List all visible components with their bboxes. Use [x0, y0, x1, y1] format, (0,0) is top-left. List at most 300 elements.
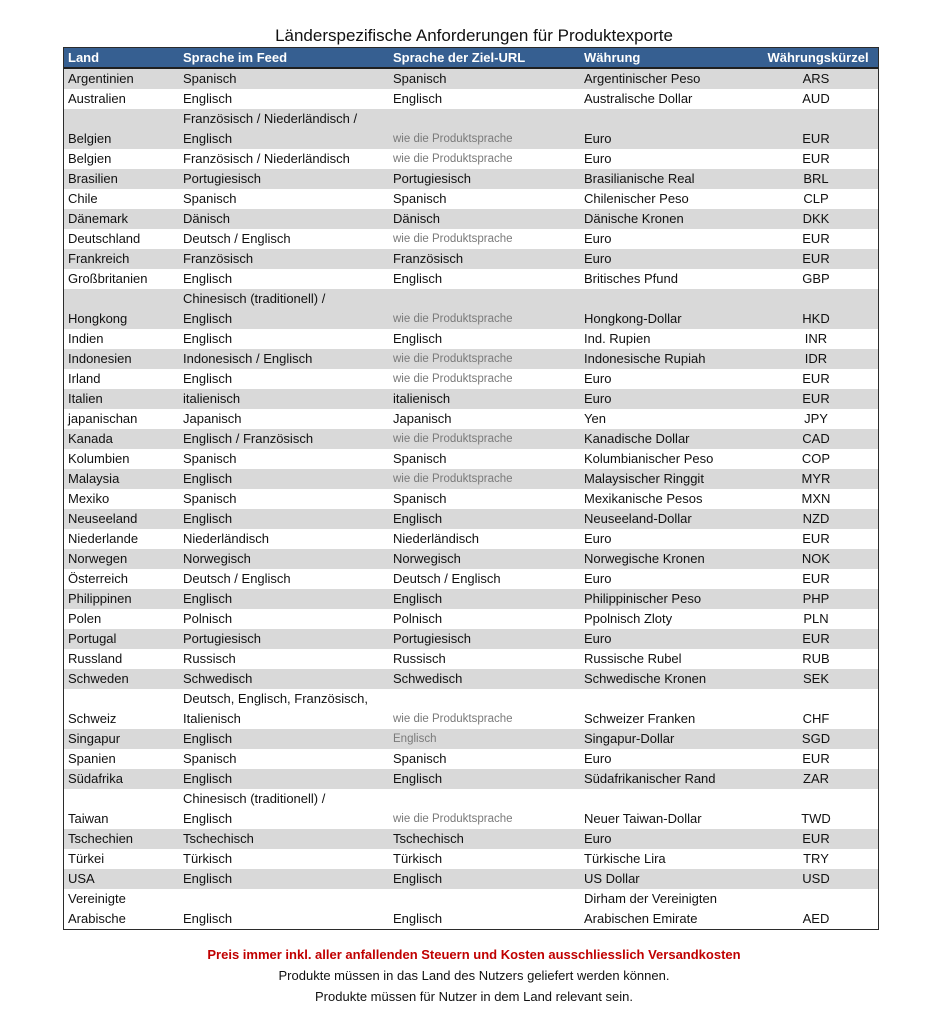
cell-waehrungskuerzel: NZD	[802, 511, 830, 526]
table-header	[64, 48, 878, 68]
cell-waehrung	[580, 789, 754, 829]
table-row	[64, 689, 878, 729]
cell-sprache-feed-line: Spanisch	[183, 191, 237, 206]
table-row	[64, 769, 878, 789]
cell-waehrungskuerzel: EUR	[802, 751, 830, 766]
cell-waehrung-line: Euro	[584, 751, 612, 766]
cell-land-line: Indien	[68, 331, 104, 346]
cell-sprache-ziel-url: wie die Produktsprache	[393, 233, 513, 245]
table-row	[64, 409, 878, 429]
cell-waehrung-line: US Dollar	[584, 871, 640, 886]
cell-sprache-feed	[179, 689, 389, 729]
cell-waehrung	[580, 729, 754, 749]
cell-land-line: Portugal	[68, 631, 117, 646]
cell-sprache-feed-line: Portugiesisch	[183, 171, 262, 186]
cell-sprache-feed-line: Deutsch / Englisch	[183, 571, 291, 586]
cell-sprache-feed	[179, 849, 389, 869]
cell-sprache-feed	[179, 769, 389, 789]
cell-waehrung	[580, 849, 754, 869]
cell-waehrung-line: Indonesische Rupiah	[584, 351, 706, 366]
cell-sprache-feed	[179, 609, 389, 629]
table-row	[64, 849, 878, 869]
table-row	[64, 109, 878, 149]
table-row	[64, 669, 878, 689]
cell-waehrung	[580, 889, 754, 929]
cell-waehrung-line: Norwegische Kronen	[584, 551, 705, 566]
cell-waehrungskuerzel: EUR	[802, 371, 830, 386]
cell-land-line: Niederlande	[68, 531, 139, 546]
cell-sprache-feed-line: Englisch	[183, 511, 233, 526]
cell-land	[64, 609, 179, 629]
cell-land	[64, 669, 179, 689]
cell-sprache-feed	[179, 449, 389, 469]
cell-waehrung	[580, 569, 754, 589]
cell-sprache-feed-line: Schwedisch	[183, 671, 253, 686]
cell-land	[64, 189, 179, 209]
cell-waehrung	[580, 329, 754, 349]
cell-waehrung-line: Kolumbianischer Peso	[584, 451, 714, 466]
cell-land-line: Philippinen	[68, 591, 132, 606]
cell-waehrung-line: Ppolnisch Zloty	[584, 611, 673, 626]
cell-sprache-feed-line: Spanisch	[183, 491, 237, 506]
cell-sprache-feed	[179, 549, 389, 569]
cell-sprache-ziel-url: wie die Produktsprache	[393, 813, 513, 825]
footnotes	[0, 944, 948, 1007]
table-row	[64, 729, 878, 749]
cell-land-line: Polen	[68, 611, 102, 626]
export-requirements-table	[64, 48, 878, 929]
cell-sprache-feed	[179, 189, 389, 209]
table-row	[64, 369, 878, 389]
cell-sprache-feed	[179, 68, 389, 89]
table-row	[64, 269, 878, 289]
cell-land	[64, 169, 179, 189]
cell-waehrung	[580, 149, 754, 169]
cell-sprache-ziel-url: Spanisch	[393, 71, 447, 86]
cell-land	[64, 409, 179, 429]
cell-land-line	[68, 289, 179, 309]
cell-waehrung	[580, 609, 754, 629]
table-row	[64, 89, 878, 109]
cell-sprache-feed-line: Chinesisch (traditionell) /	[183, 291, 326, 306]
cell-land	[64, 849, 179, 869]
table-row	[64, 249, 878, 269]
cell-land-line: Kanada	[68, 431, 113, 446]
cell-land	[64, 569, 179, 589]
cell-waehrung-line: Philippinischer Peso	[584, 591, 702, 606]
table-row	[64, 389, 878, 409]
note-delivery: Produkte müssen in das Land des Nutzers geliefert werden können.	[278, 968, 670, 983]
cell-land	[64, 549, 179, 569]
table-row	[64, 149, 878, 169]
cell-waehrung	[580, 449, 754, 469]
cell-waehrung-line: Euro	[584, 231, 612, 246]
cell-waehrung	[580, 369, 754, 389]
cell-sprache-feed-line: Französisch / Niederländisch /	[183, 111, 358, 126]
cell-sprache-feed-line: Indonesisch / Englisch	[183, 351, 313, 366]
cell-sprache-feed	[179, 409, 389, 429]
cell-land-line	[68, 689, 179, 709]
cell-sprache-ziel-url: Russisch	[393, 651, 446, 666]
cell-sprache-ziel-url: Tschechisch	[393, 831, 464, 846]
cell-land-line: Norwegen	[68, 551, 128, 566]
cell-land	[64, 329, 179, 349]
cell-land-line: Argentinien	[68, 71, 134, 86]
cell-sprache-feed	[179, 109, 389, 149]
cell-sprache-ziel-url: Japanisch	[393, 411, 452, 426]
table-row	[64, 489, 878, 509]
cell-sprache-ziel-url: Englisch	[393, 271, 443, 286]
cell-waehrung	[580, 409, 754, 429]
cell-sprache-feed-line: Chinesisch (traditionell) /	[183, 791, 326, 806]
cell-land-line: Türkei	[68, 851, 105, 866]
cell-land	[64, 769, 179, 789]
table-row	[64, 509, 878, 529]
cell-land-line: Kolumbien	[68, 451, 130, 466]
cell-sprache-ziel-url: wie die Produktsprache	[393, 353, 513, 365]
cell-land	[64, 869, 179, 889]
table-row	[64, 169, 878, 189]
cell-sprache-feed-line: Tschechisch	[183, 831, 254, 846]
cell-waehrung-line: Hongkong-Dollar	[584, 311, 682, 326]
cell-waehrung	[580, 489, 754, 509]
cell-land-line: Großbritanien	[68, 271, 148, 286]
cell-waehrung-line	[584, 289, 754, 309]
cell-land	[64, 449, 179, 469]
cell-land	[64, 469, 179, 489]
table-row	[64, 529, 878, 549]
cell-waehrung-line: Mexikanische Pesos	[584, 491, 703, 506]
cell-waehrungskuerzel: EUR	[802, 571, 830, 586]
cell-land-line: Taiwan	[68, 811, 109, 826]
cell-sprache-feed	[179, 469, 389, 489]
cell-sprache-feed-line: Englisch	[183, 871, 233, 886]
table-row	[64, 469, 878, 489]
cell-waehrung	[580, 469, 754, 489]
cell-waehrung	[580, 389, 754, 409]
cell-land	[64, 529, 179, 549]
cell-land-line: Italien	[68, 391, 103, 406]
cell-sprache-feed-line: Türkisch	[183, 851, 233, 866]
cell-sprache-feed	[179, 329, 389, 349]
cell-sprache-ziel-url: Englisch	[393, 91, 443, 106]
cell-land	[64, 749, 179, 769]
cell-waehrungskuerzel: SGD	[801, 731, 831, 746]
cell-waehrungskuerzel: BRL	[803, 171, 829, 186]
cell-land-line: Indonesien	[68, 351, 132, 366]
cell-land-line: Frankreich	[68, 251, 130, 266]
cell-sprache-ziel-url: Spanisch	[393, 751, 447, 766]
cell-waehrungskuerzel: USD	[802, 871, 830, 886]
cell-waehrung	[580, 249, 754, 269]
cell-sprache-feed	[179, 569, 389, 589]
cell-sprache-feed-line: Englisch	[183, 811, 233, 826]
cell-waehrung-line: Argentinischer Peso	[584, 71, 701, 86]
cell-sprache-feed	[179, 589, 389, 609]
table-row	[64, 429, 878, 449]
cell-sprache-feed-line: Norwegisch	[183, 551, 251, 566]
cell-sprache-feed-line: Englisch	[183, 371, 233, 386]
cell-waehrung-line: Euro	[584, 151, 612, 166]
cell-sprache-feed-line: Englisch	[183, 271, 233, 286]
cell-sprache-ziel-url: Portugiesisch	[393, 171, 472, 186]
cell-land-line: Singapur	[68, 731, 121, 746]
cell-waehrungskuerzel: EUR	[802, 631, 830, 646]
cell-waehrungskuerzel: NOK	[801, 551, 831, 566]
cell-sprache-feed-line: Englisch	[183, 771, 233, 786]
cell-land-line: Mexiko	[68, 491, 110, 506]
cell-sprache-feed	[179, 869, 389, 889]
cell-waehrung-line: Kanadische Dollar	[584, 431, 690, 446]
cell-waehrungskuerzel: DKK	[802, 211, 830, 226]
cell-waehrungskuerzel: AUD	[802, 91, 830, 106]
cell-waehrungskuerzel: EUR	[802, 131, 830, 146]
table-row	[64, 869, 878, 889]
cell-sprache-ziel-url: Spanisch	[393, 191, 447, 206]
cell-sprache-ziel-url: italienisch	[393, 391, 451, 406]
cell-sprache-feed	[179, 729, 389, 749]
cell-waehrung	[580, 669, 754, 689]
cell-sprache-feed	[179, 529, 389, 549]
cell-land	[64, 509, 179, 529]
cell-waehrungskuerzel: EUR	[802, 151, 830, 166]
cell-waehrungskuerzel: MYR	[801, 471, 831, 486]
cell-sprache-feed	[179, 749, 389, 769]
cell-sprache-feed	[179, 509, 389, 529]
cell-sprache-ziel-url: wie die Produktsprache	[393, 133, 513, 145]
cell-sprache-feed-line: Englisch	[183, 911, 233, 926]
cell-sprache-ziel-url: Englisch	[393, 733, 437, 745]
table-row	[64, 349, 878, 369]
note-relevance: Produkte müssen für Nutzer in dem Land relevant sein.	[315, 989, 633, 1004]
table-row	[64, 68, 878, 89]
cell-sprache-feed-line: Französisch	[183, 251, 254, 266]
cell-sprache-ziel-url: wie die Produktsprache	[393, 313, 513, 325]
cell-land-line	[68, 109, 179, 129]
cell-waehrung-line: Schwedische Kronen	[584, 671, 707, 686]
cell-land-line: Brasilien	[68, 171, 118, 186]
cell-waehrungskuerzel: RUB	[802, 651, 830, 666]
cell-land	[64, 429, 179, 449]
cell-waehrung-line: Yen	[584, 411, 606, 426]
cell-sprache-ziel-url: wie die Produktsprache	[393, 153, 513, 165]
cell-land-line: Malaysia	[68, 471, 120, 486]
cell-sprache-feed	[179, 289, 389, 329]
cell-waehrung	[580, 589, 754, 609]
cell-waehrung-line: Euro	[584, 131, 612, 146]
cell-waehrung-line: Schweizer Franken	[584, 711, 696, 726]
cell-sprache-ziel-url: wie die Produktsprache	[393, 713, 513, 725]
cell-land-line: Hongkong	[68, 311, 128, 326]
cell-sprache-feed-line: Dänisch	[183, 211, 230, 226]
cell-land-line: Südafrika	[68, 771, 123, 786]
cell-waehrung-line: Ind. Rupien	[584, 331, 651, 346]
table-row	[64, 589, 878, 609]
column-header-waehrungskuerzel: Währungskürzel	[754, 48, 878, 68]
cell-land	[64, 649, 179, 669]
table-row	[64, 549, 878, 569]
cell-sprache-ziel-url: Türkisch	[393, 851, 443, 866]
cell-waehrung-line: Dirham der Vereinigten	[584, 891, 717, 906]
cell-waehrung-line	[584, 789, 754, 809]
cell-land-line: Arabische	[68, 911, 126, 926]
cell-sprache-feed	[179, 889, 389, 929]
cell-land-line: USA	[68, 871, 95, 886]
cell-sprache-feed-line: Englisch	[183, 731, 233, 746]
cell-land	[64, 68, 179, 89]
cell-waehrungskuerzel: SEK	[802, 671, 829, 686]
cell-sprache-ziel-url: Englisch	[393, 331, 443, 346]
cell-sprache-feed-line: Englisch	[183, 311, 233, 326]
table-row	[64, 609, 878, 629]
cell-waehrung-line: Euro	[584, 571, 612, 586]
cell-land	[64, 209, 179, 229]
cell-sprache-feed	[179, 629, 389, 649]
cell-sprache-feed-line: Portugiesisch	[183, 631, 262, 646]
cell-land-line: Russland	[68, 651, 123, 666]
cell-waehrung	[580, 349, 754, 369]
cell-waehrung-line: Türkische Lira	[584, 851, 666, 866]
cell-sprache-ziel-url: Deutsch / Englisch	[393, 571, 501, 586]
cell-land-line: Schweiz	[68, 711, 117, 726]
cell-land-line: Vereinigte	[68, 891, 126, 906]
cell-waehrung	[580, 209, 754, 229]
page-title: Länderspezifische Anforderungen für Produktexporte	[275, 26, 673, 45]
cell-sprache-feed-line: Englisch	[183, 91, 233, 106]
cell-sprache-feed-line: Spanisch	[183, 71, 237, 86]
cell-sprache-feed	[179, 229, 389, 249]
cell-sprache-feed	[179, 669, 389, 689]
cell-sprache-feed-line: Französisch / Niederländisch	[183, 151, 350, 166]
cell-waehrung-line: Chilenischer Peso	[584, 191, 689, 206]
cell-waehrung-line: Euro	[584, 391, 612, 406]
cell-land-line: Dänemark	[68, 211, 128, 226]
cell-waehrungskuerzel: CHF	[802, 711, 830, 726]
cell-land	[64, 149, 179, 169]
cell-waehrung-line	[584, 689, 754, 709]
cell-land	[64, 389, 179, 409]
cell-sprache-ziel-url: Portugiesisch	[393, 631, 472, 646]
cell-sprache-ziel-url: Englisch	[393, 591, 443, 606]
cell-sprache-ziel-url: wie die Produktsprache	[393, 473, 513, 485]
cell-waehrung	[580, 68, 754, 89]
cell-sprache-feed-line: Englisch	[183, 471, 233, 486]
cell-sprache-feed-line: Deutsch / Englisch	[183, 231, 291, 246]
cell-waehrung-line: Singapur-Dollar	[584, 731, 675, 746]
cell-waehrung	[580, 289, 754, 329]
cell-land-line: Irland	[68, 371, 101, 386]
cell-land-line: Belgien	[68, 131, 112, 146]
cell-waehrung-line	[584, 109, 754, 129]
column-header-waehrung: Währung	[580, 48, 754, 68]
cell-waehrung	[580, 769, 754, 789]
cell-waehrung	[580, 549, 754, 569]
cell-sprache-feed	[179, 649, 389, 669]
cell-waehrung	[580, 689, 754, 729]
cell-land-line	[68, 789, 179, 809]
cell-sprache-ziel-url: Spanisch	[393, 451, 447, 466]
table-row	[64, 649, 878, 669]
cell-land	[64, 349, 179, 369]
table-row	[64, 289, 878, 329]
table-row	[64, 829, 878, 849]
cell-sprache-ziel-url: Englisch	[393, 511, 443, 526]
cell-waehrungskuerzel: CLP	[803, 191, 829, 206]
cell-sprache-feed-line: Niederländisch	[183, 531, 269, 546]
cell-waehrung	[580, 89, 754, 109]
cell-sprache-ziel-url: Schwedisch	[393, 671, 463, 686]
cell-waehrung	[580, 829, 754, 849]
cell-land-line: Schweden	[68, 671, 129, 686]
table-body	[64, 68, 878, 929]
cell-sprache-feed-line: Englisch	[183, 331, 233, 346]
cell-waehrung	[580, 229, 754, 249]
cell-land	[64, 109, 179, 149]
cell-waehrungskuerzel: EUR	[802, 231, 830, 246]
table-row	[64, 569, 878, 589]
cell-sprache-ziel-url: wie die Produktsprache	[393, 433, 513, 445]
cell-waehrung-line: Malaysischer Ringgit	[584, 471, 704, 486]
cell-waehrungskuerzel: AED	[802, 911, 830, 926]
table-row	[64, 789, 878, 829]
table-row	[64, 629, 878, 649]
cell-land-line: Tschechien	[68, 831, 134, 846]
cell-sprache-feed-line: Spanisch	[183, 451, 237, 466]
cell-land	[64, 889, 179, 929]
cell-sprache-feed-line: Deutsch, Englisch, Französisch,	[183, 691, 368, 706]
cell-waehrungskuerzel: PLN	[803, 611, 829, 626]
cell-sprache-feed	[179, 429, 389, 449]
cell-waehrungskuerzel: EUR	[802, 251, 830, 266]
cell-waehrung-line: Arabischen Emirate	[584, 911, 698, 926]
cell-land-line: Chile	[68, 191, 98, 206]
cell-sprache-feed	[179, 489, 389, 509]
cell-land	[64, 489, 179, 509]
cell-sprache-feed-line: Englisch	[183, 591, 233, 606]
note-price: Preis immer inkl. aller anfallenden Steuern und Kosten ausschliesslich Versandkosten	[207, 947, 741, 962]
cell-waehrungskuerzel: CAD	[802, 431, 830, 446]
cell-sprache-feed-line: italienisch	[183, 391, 241, 406]
cell-waehrung-line: Dänische Kronen	[584, 211, 684, 226]
cell-land	[64, 289, 179, 329]
cell-sprache-feed-line: Spanisch	[183, 751, 237, 766]
cell-waehrungskuerzel: PHP	[802, 591, 830, 606]
cell-waehrungskuerzel: ARS	[802, 71, 830, 86]
cell-land-line: Neuseeland	[68, 511, 138, 526]
cell-waehrungskuerzel: EUR	[802, 391, 830, 406]
cell-land	[64, 789, 179, 829]
table-row	[64, 329, 878, 349]
cell-waehrung-line: Euro	[584, 631, 612, 646]
cell-waehrung	[580, 869, 754, 889]
cell-waehrung-line: Neuseeland-Dollar	[584, 511, 692, 526]
cell-sprache-feed	[179, 249, 389, 269]
cell-sprache-feed	[179, 789, 389, 829]
column-header-sprache-ziel-url: Sprache der Ziel-URL	[389, 48, 580, 68]
cell-waehrung	[580, 169, 754, 189]
cell-sprache-ziel-url: Niederländisch	[393, 531, 479, 546]
cell-sprache-feed	[179, 209, 389, 229]
cell-sprache-feed	[179, 349, 389, 369]
column-header-sprache-feed: Sprache im Feed	[179, 48, 389, 68]
cell-waehrung	[580, 529, 754, 549]
cell-sprache-ziel-url: Englisch	[393, 771, 443, 786]
cell-sprache-feed	[179, 269, 389, 289]
cell-sprache-feed-line	[183, 889, 389, 909]
cell-waehrungskuerzel: EUR	[802, 531, 830, 546]
cell-land-line: Deutschland	[68, 231, 141, 246]
cell-sprache-ziel-url: Französisch	[393, 251, 464, 266]
